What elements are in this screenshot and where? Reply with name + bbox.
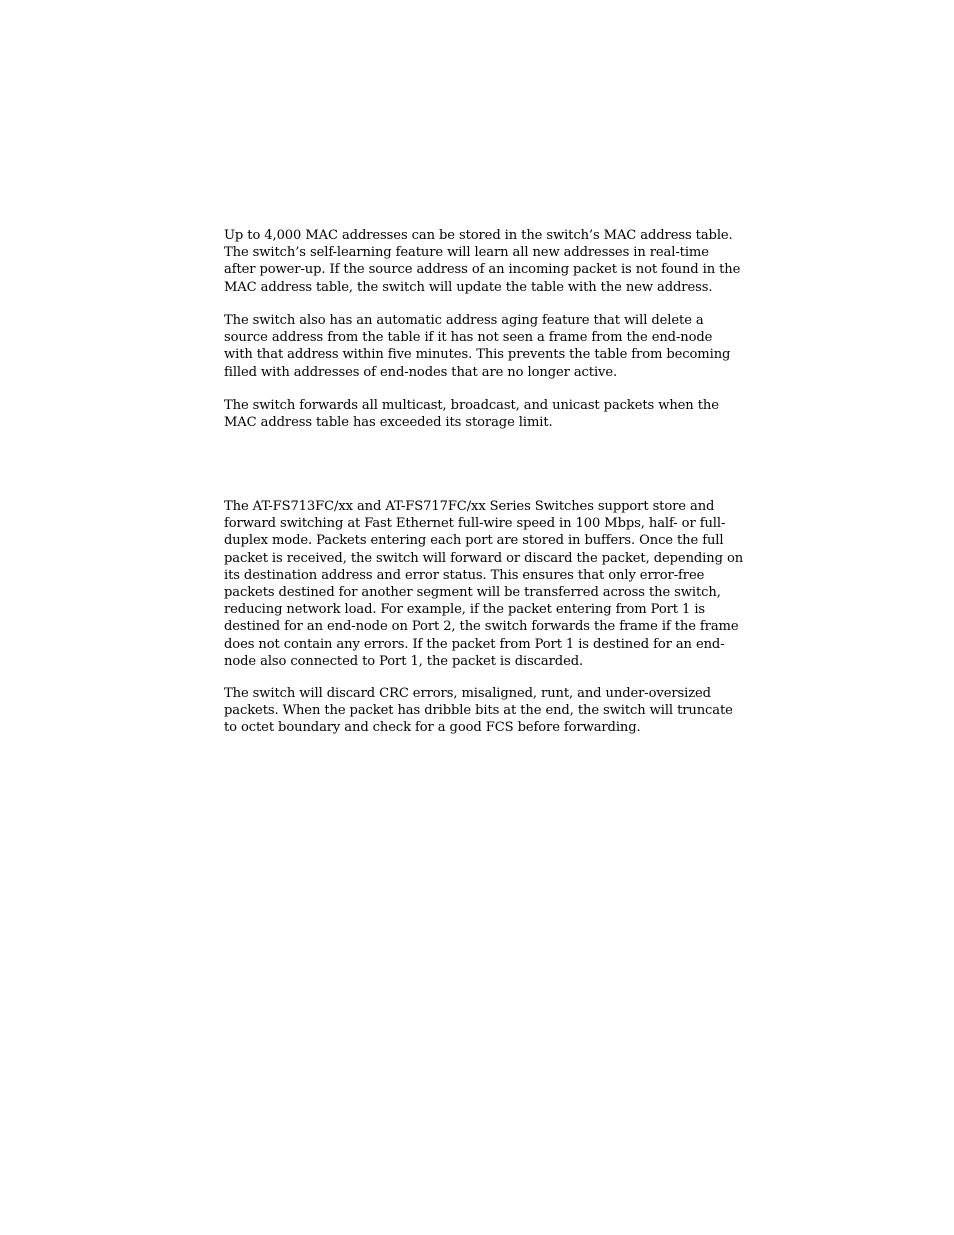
text-line: The switch also has an automatic address aging feature that will delete a [224, 313, 704, 328]
text-line: filled with addresses of end-nodes that are no longer active. [224, 364, 618, 380]
text-line: The switch will discard CRC errors, misaligned, runt, and under-oversized [224, 686, 711, 701]
text-line: MAC address table, the switch will update the table with the new address. [224, 279, 713, 295]
text-line: forward switching at Fast Ethernet full-wire speed in 100 Mbps, half- or full- [224, 516, 726, 532]
paragraph-storage-limit [224, 397, 736, 431]
text-line: to octet boundary and check for a good FCS before forwarding. [224, 720, 641, 736]
text-line: duplex mode. Packets entering each port are stored in buffers. Once the full [224, 533, 724, 549]
text-line: MAC address table has exceeded its storage limit. [224, 415, 553, 431]
text-line: does not contain any errors. If the packet from Port 1 is destined for an end- [224, 636, 725, 652]
paragraph-address-aging [224, 312, 736, 381]
text-line: reducing network load. For example, if the packet entering from Port 1 is [224, 602, 706, 618]
paragraph-store-and-forward [224, 498, 744, 670]
text-line: node also connected to Port 1, the packet is discarded. [224, 653, 584, 669]
text-line: source address from the table if it has not seen a frame from the end-node [224, 330, 713, 346]
text-line: after power-up. If the source address of an incoming packet is not found in the [224, 262, 741, 278]
text-line: its destination address and error status. This ensures that only error-free [224, 567, 705, 583]
text-line: The switch forwards all multicast, broadcast, and unicast packets when the [224, 398, 719, 413]
text-line: with that address within five minutes. This prevents the table from becoming [224, 347, 731, 363]
paragraph-discard-errors [224, 685, 736, 737]
text-line: packets destined for another segment will be transferred across the switch, [224, 585, 721, 601]
text-line: packet is received, the switch will forward or discard the packet, depending on [224, 550, 744, 566]
text-line: The switch’s self-learning feature will learn all new addresses in real-time [224, 245, 709, 261]
paragraph-mac-address-table [224, 227, 741, 296]
text-line: destined for an end-node on Port 2, the switch forwards the frame if the frame [224, 619, 739, 635]
text-line: packets. When the packet has dribble bits at the end, the switch will truncate [224, 703, 733, 719]
text-line: The AT-FS713FC/xx and AT-FS717FC/xx Series Switches support store and [224, 499, 715, 514]
text-line: Up to 4,000 MAC addresses can be stored in the switch’s MAC address table. [224, 228, 733, 243]
